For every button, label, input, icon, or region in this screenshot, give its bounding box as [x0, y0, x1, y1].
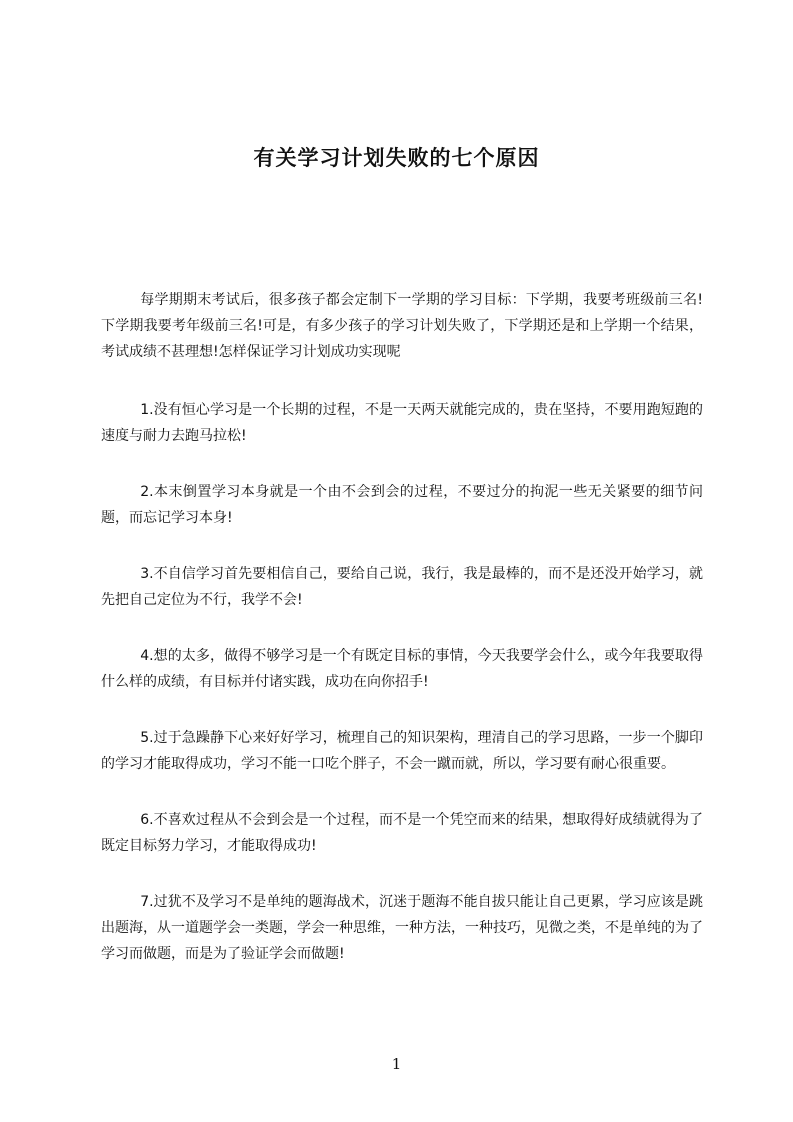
- reason-paragraph-2: 2.本末倒置学习本身就是一个由不会到会的过程，不要过分的拘泥一些无关紧要的细节问题，而忘记学习本身!: [101, 484, 703, 526]
- reason-paragraph-7: 7.过犹不及学习不是单纯的题海战术，沉迷于题海不能自拔只能让自己更累，学习应该是跳出题海，从一道题学会一类题，学会一种思维，一种方法，一种技巧，见微之类，不是单纯的为了学习而做题，而是为了验证学会而做题!: [101, 894, 703, 962]
- document-body: [101, 287, 703, 997]
- reason-paragraph-3: 3.不自信学习首先要相信自己，要给自己说，我行，我是最棒的，而不是还没开始学习，就先把自己定位为不行，我学不会!: [101, 566, 703, 608]
- reason-paragraph-5: 5.过于急躁静下心来好好学习，梳理自己的知识架构，理清自己的学习思路，一步一个脚印的学习才能取得成功，学习不能一口吃个胖子，不会一蹴而就，所以，学习要有耐心很重要。: [101, 730, 703, 772]
- reason-paragraph-4: 4.想的太多，做得不够学习是一个有既定目标的事情，今天我要学会什么，或今年我要取得什么样的成绩，有目标并付诸实践，成功在向你招手!: [101, 648, 703, 690]
- document-title: 有关学习计划失败的七个原因: [253, 146, 540, 170]
- intro-paragraph: 每学期期末考试后，很多孩子都会定制下一学期的学习目标：下学期，我要考班级前三名!下学期我要考年级前三名!可是，有多少孩子的学习计划失败了，下学期还是和上学期一个结果，考试成绩不甚理想!怎样保证学习计划成功实现呢: [101, 292, 703, 360]
- reason-paragraph-1: 1.没有恒心学习是一个长期的过程，不是一天两天就能完成的，贵在坚持，不要用跑短跑的速度与耐力去跑马拉松!: [101, 402, 703, 444]
- page-number: 1: [391, 1055, 402, 1073]
- reason-paragraph-6: 6.不喜欢过程从不会到会是一个过程，而不是一个凭空而来的结果，想取得好成绩就得为了既定目标努力学习，才能取得成功!: [101, 812, 703, 854]
